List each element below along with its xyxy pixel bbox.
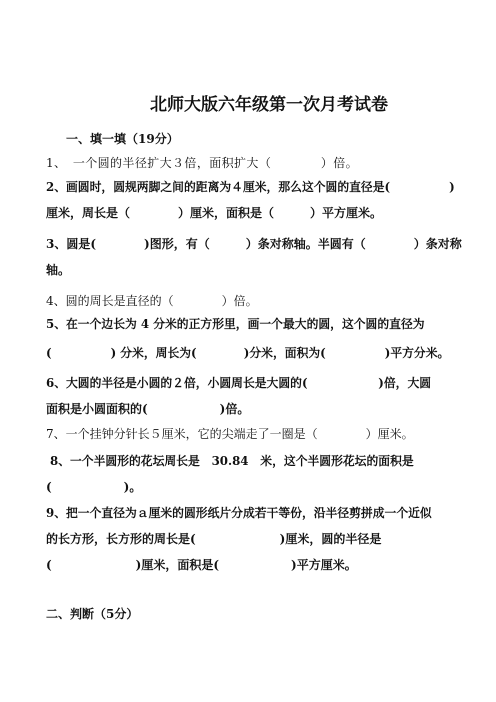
page-title: 北师大版六年级第一次月考试卷 [150,95,388,115]
question-3-line-2: 轴。 [46,263,71,277]
question-4: 4、圆的周长是直径的（ ）倍。 [46,294,258,308]
question-3-line-1: 3、圆是( )图形，有（ ）条对称轴。半圆有（ ）条对称 [46,237,462,251]
question-9-line-2: 的长方形，长方形的周长是( )厘米，圆的半径是 [46,532,382,546]
question-7: 7、一个挂钟分针长５厘米，它的尖端走了一圈是（ ）厘米。 [46,427,414,441]
question-6-line-2: 面积是小圆面积的( )倍。 [46,402,250,416]
question-8-line-2: ( )。 [46,480,142,494]
question-2-line-1: 2、画圆时，圆规两脚之间的距离为４厘米，那么这个圆的直径是( ) [46,180,455,194]
question-9-line-3: ( )厘米，面积是( )平方厘米。 [46,558,357,572]
question-5-line-1: 5、在一个边长为 4 分米的正方形里，画一个最大的圆，这个圆的直径为 [46,317,425,331]
question-9-line-1: 9、把一个直径为ａ厘米的圆形纸片分成若干等份，沿半径剪拼成一个近似 [46,506,432,520]
question-5-line-2: ( ) 分米，周长为( )分米，面积为( )平方分米。 [46,346,450,360]
section-heading-judge: 二、判断（5分） [46,607,139,621]
question-8-line-1: 8、一个半圆形的花坛周长是 30.84 米，这个半圆形花坛的面积是 [50,454,414,468]
question-2-line-2: 厘米，周长是（ ）厘米，面积是（ ）平方厘米。 [46,206,383,220]
question-1: 1、 一个圆的半径扩大３倍，面积扩大（ ）倍。 [46,156,359,170]
section-heading-fill: 一、填一填（19分） [66,132,179,146]
question-6-line-1: 6、大圆的半径是小圆的２倍，小圆周长是大圆的( )倍，大圆 [46,376,432,390]
